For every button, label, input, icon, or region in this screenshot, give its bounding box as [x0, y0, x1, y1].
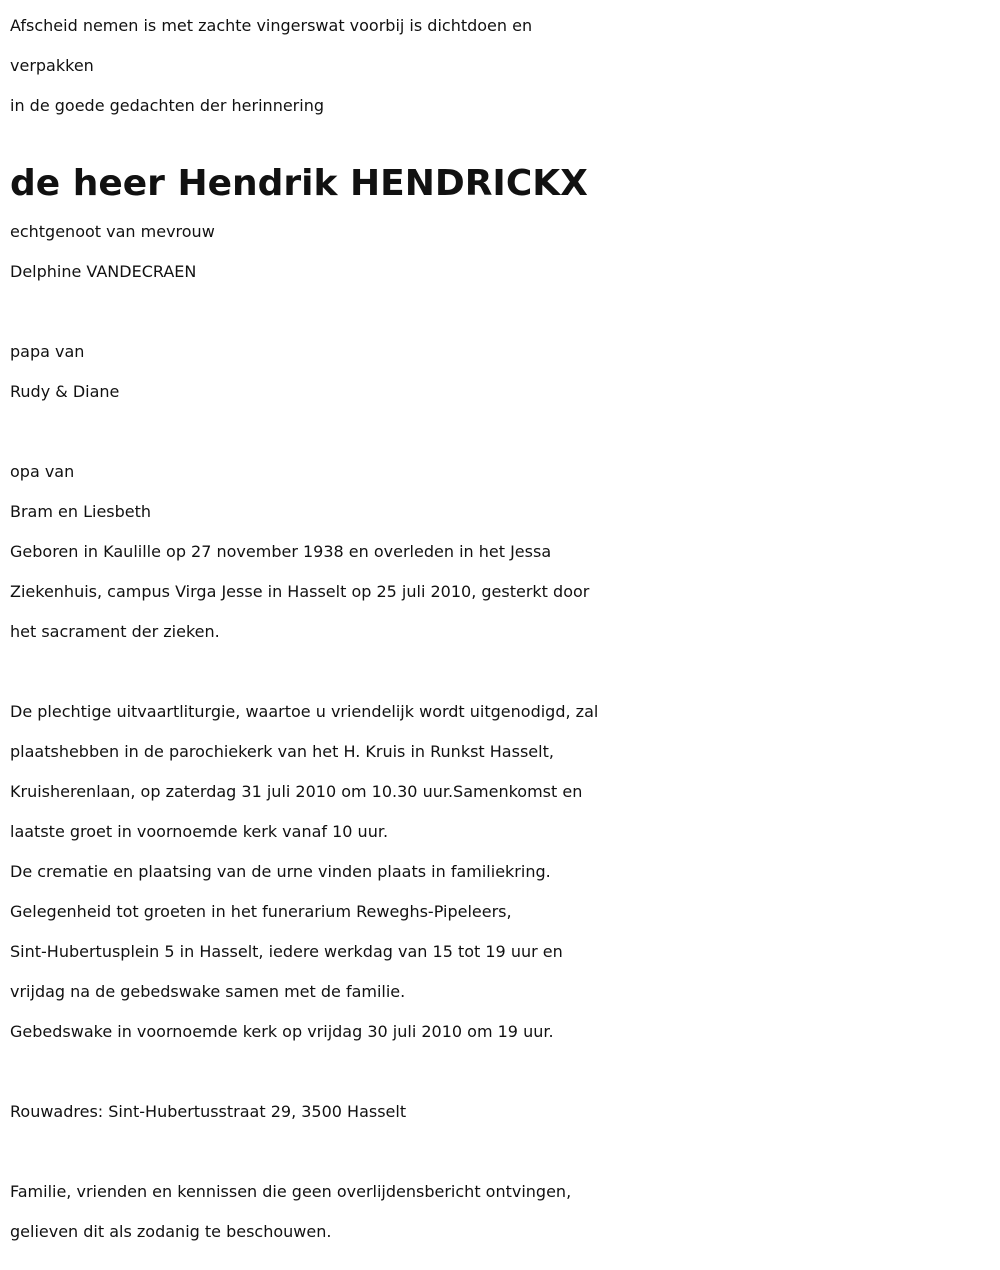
spacer: [10, 292, 995, 332]
birth-death-block: [10, 532, 995, 652]
spouse-block: [10, 212, 995, 292]
children-line: Rudy & Diane: [10, 382, 120, 401]
spacer: [10, 1052, 995, 1092]
birth-death-line: Geboren in Kaulille op 27 november 1938 en overleden in het Jessa: [10, 542, 552, 561]
funeral-line: Gebedswake in voornoemde kerk op vrijdag 30 juli 2010 om 19 uur.: [10, 1022, 554, 1041]
spouse-line: echtgenoot van mevrouw: [10, 222, 215, 241]
funeral-line: Gelegenheid tot groeten in het funerarium Reweghs-Pipeleers,: [10, 902, 512, 921]
closing-line: Familie, vrienden en kennissen die geen overlijdensbericht ontvingen,: [10, 1182, 572, 1201]
spouse-line: Delphine VANDECRAEN: [10, 262, 197, 281]
grandchildren-block: [10, 452, 995, 532]
funeral-line: De crematie en plaatsing van de urne vinden plaats in familiekring.: [10, 862, 551, 881]
deceased-name: de heer Hendrik HENDRICKX: [10, 163, 588, 204]
spacer: [10, 1132, 995, 1172]
spacer: [10, 412, 995, 452]
birth-death-line: het sacrament der zieken.: [10, 622, 220, 641]
funeral-line: Kruisherenlaan, op zaterdag 31 juli 2010 om 10.30 uur.Samenkomst en: [10, 782, 583, 801]
obituary-document: [10, 6, 995, 1252]
funeral-line: plaatshebben in de parochiekerk van het H. Kruis in Runkst Hasselt,: [10, 742, 554, 761]
spacer: [10, 652, 995, 692]
closing-line: gelieven dit als zodanig te beschouwen.: [10, 1222, 332, 1241]
funeral-line: Sint-Hubertusplein 5 in Hasselt, iedere werkdag van 15 tot 19 uur en: [10, 942, 563, 961]
poem-line: Afscheid nemen is met zachte vingerswat voorbij is dichtdoen en: [10, 16, 533, 35]
poem-line: in de goede gedachten der herinnering: [10, 96, 324, 115]
funeral-block: [10, 692, 995, 1052]
children-block: [10, 332, 995, 412]
funeral-line: laatste groet in voornoemde kerk vanaf 10 uur.: [10, 822, 389, 841]
poem: [10, 6, 995, 126]
poem-line: verpakken: [10, 56, 94, 75]
funeral-line: vrijdag na de gebedswake samen met de familie.: [10, 982, 406, 1001]
children-line: papa van: [10, 342, 85, 361]
closing-block: [10, 1172, 995, 1252]
grandchildren-line: opa van: [10, 462, 75, 481]
funeral-line: De plechtige uitvaartliturgie, waartoe u vriendelijk wordt uitgenodigd, zal: [10, 702, 599, 721]
birth-death-line: Ziekenhuis, campus Virga Jesse in Hasselt op 25 juli 2010, gesterkt door: [10, 582, 590, 601]
grandchildren-line: Bram en Liesbeth: [10, 502, 152, 521]
mourning-address: Rouwadres: Sint-Hubertusstraat 29, 3500 Hasselt: [10, 1102, 407, 1121]
